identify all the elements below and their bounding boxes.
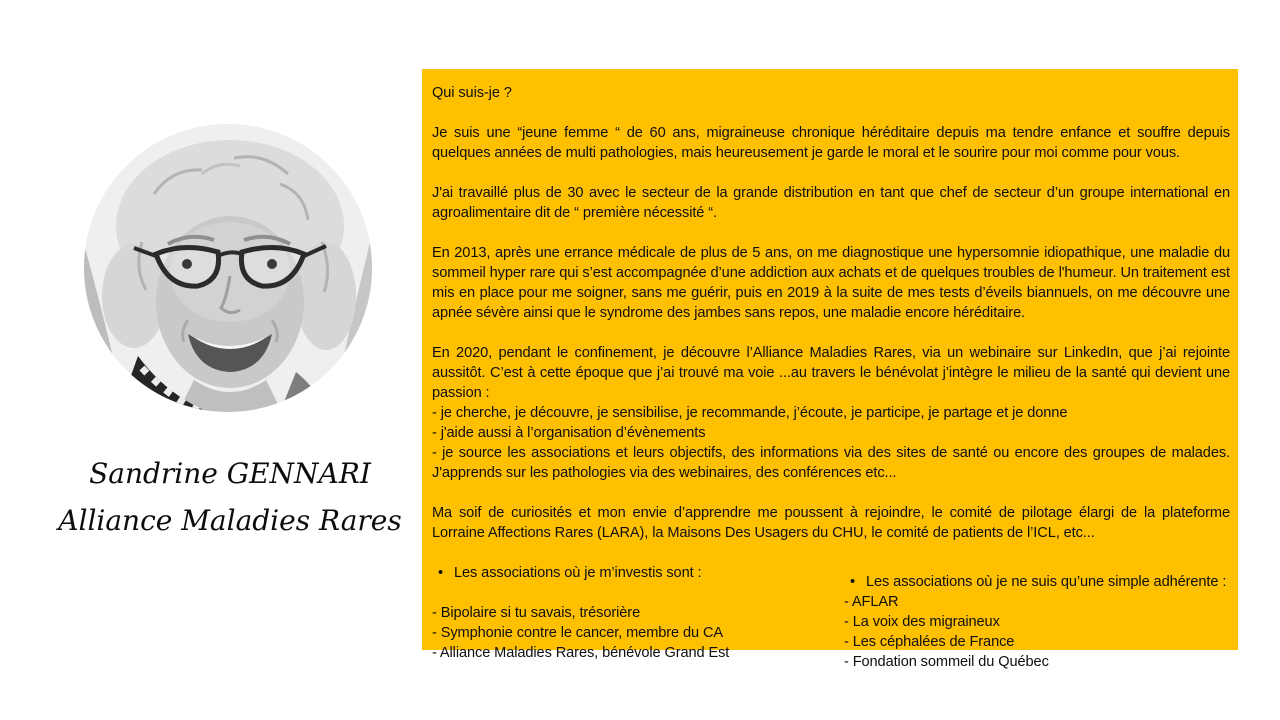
- list-item: - Bipolaire si tu savais, trésorière: [432, 605, 641, 621]
- portrait-illustration: [84, 124, 372, 412]
- list-title-line: [432, 563, 830, 583]
- member-associations-list: [830, 572, 1230, 672]
- list-item: - Symphonie contre le cancer, membre du CA: [432, 625, 724, 641]
- list-item: - Les céphalées de France: [844, 634, 1015, 650]
- list-title: Les associations où je ne suis qu’une simple adhérente :: [866, 574, 1227, 590]
- list-item: - AFLAR: [844, 594, 899, 610]
- invested-associations-list: [432, 563, 830, 672]
- person-organization: Alliance Maladies Rares: [58, 504, 402, 537]
- list-item: - Fondation sommeil du Québec: [844, 654, 1049, 670]
- list-title: Les associations où je m’investis sont :: [454, 565, 702, 581]
- list-item: - La voix des migraineux: [844, 614, 1000, 630]
- bio-paragraph-2013: En 2013, après une errance médicale de plus de 5 ans, on me diagnostique une hypersomnie idiopathique, une maladie du sommeil hyper rare qui s’est accompagnée d’une addiction aux achats et de quelques troubles de l'humeur. Un traitement est mis en place pour me soigner, sans me guérir, puis en 2019 à la suite de mes tests d’éveils biannuels, on me découvre une apnée sévère ainsi que le syndrome des jambes sans repos, une maladie encore héréditaire.: [432, 245, 1230, 321]
- list-item: - Alliance Maladies Rares, bénévole Grand Est: [432, 645, 730, 661]
- bullet-icon: •: [850, 574, 856, 590]
- bio-box: [422, 69, 1238, 670]
- portrait-photo: [84, 124, 372, 412]
- bio-heading: Qui suis-je ?: [432, 85, 512, 101]
- person-caption: [30, 450, 430, 544]
- bio-paragraph-curiosity: Ma soif de curiosités et mon envie d’apprendre me poussent à rejoindre, le comité de pilotage élargi de la plateforme Lorraine Affections Rares (LARA), la Maisons Des Usagers du CHU, le comité de patients de l’ICL, etc...: [432, 505, 1230, 541]
- bio-paragraph-intro: Je suis une “jeune femme “ de 60 ans, migraineuse chronique héréditaire depuis ma tendre enfance et souffre depuis quelques années de multi pathologies, mais heureusement je garde le moral et le sourire pour moi comme pour vous.: [432, 125, 1230, 161]
- bullet-icon: •: [438, 565, 444, 581]
- bio-paragraph-career: J'ai travaillé plus de 30 avec le secteur de la grande distribution en tant que chef de secteur d’un groupe international en agroalimentaire dit de “ première nécessité “.: [432, 185, 1230, 221]
- associations-columns: [432, 563, 1230, 672]
- person-name: Sandrine GENNARI: [89, 457, 371, 490]
- bio-activity-line: - j'aide aussi à l’organisation d’évènements: [432, 425, 706, 441]
- bio-activity-line: - je source les associations et leurs objectifs, des informations via des sites de santé ou encore des groupes de malades. J'apprends sur les pathologies via des webinaires, des conférences etc...: [432, 445, 1230, 481]
- bio-activity-line: - je cherche, je découvre, je sensibilise, je recommande, j’écoute, je participe, je partage et je donne: [432, 405, 1068, 421]
- list-title-line: [844, 572, 1230, 592]
- bio-paragraph-2020: En 2020, pendant le confinement, je découvre l’Alliance Maladies Rares, via un webinaire sur LinkedIn, que j’ai rejointe aussitôt. C’est à cette époque que j’ai trouvé ma voie ...au travers le bénévolat j’intègre le milieu de la santé qui devient une passion :: [432, 345, 1230, 401]
